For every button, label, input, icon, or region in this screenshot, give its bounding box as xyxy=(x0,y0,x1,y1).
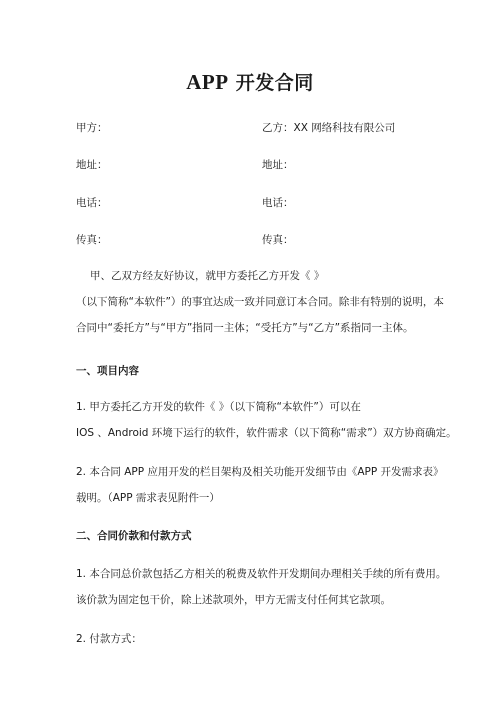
section-2-item-2 xyxy=(76,626,430,652)
intro-paragraph xyxy=(76,263,444,341)
intro-line-1: 甲、乙双方经友好协议，就甲方委托乙方开发《 》 xyxy=(90,270,325,282)
section-1-item-2 xyxy=(76,459,444,511)
section-1-item-2-line-2: 载明。（APP 需求表见附件一） xyxy=(76,492,220,504)
document-title xyxy=(0,68,500,95)
section-2-item-1-line-2: 该价款为固定包干价，除上述款项外，甲方无需支付任何其它款项。 xyxy=(76,594,391,606)
party-row-phone xyxy=(76,195,436,211)
section-1-item-1 xyxy=(76,394,457,446)
title-prefix: APP xyxy=(186,70,229,94)
section-2-item-1-line-1: 1. 本合同总价款包括乙方相关的税费及软件开发期间办理相关手续的所有费用。 xyxy=(76,568,447,580)
party-a-fax-label: 传真： xyxy=(76,234,108,246)
section-1-heading: 一、项目内容 xyxy=(76,365,139,377)
party-row-fax xyxy=(76,232,436,248)
party-row-name xyxy=(76,120,436,136)
party-b-address-label: 地址： xyxy=(262,159,294,171)
intro-line-2: （以下简称“本软件”）的事宜达成一致并同意订本合同。除非有特别的说明，本 xyxy=(76,296,444,308)
party-a-name-label: 甲方： xyxy=(76,122,108,134)
party-a-phone-label: 电话： xyxy=(76,197,108,209)
party-row-address xyxy=(76,157,436,173)
party-b-fax-label: 传真： xyxy=(262,234,294,246)
party-b-phone-label: 电话： xyxy=(262,197,294,209)
section-1-item-1-line-2: IOS 、Android 环境下运行的软件，软件需求（以下简称“需求”）双方协商确定。 xyxy=(76,427,457,439)
party-a-address-label: 地址： xyxy=(76,159,108,171)
section-2-heading: 二、合同价款和付款方式 xyxy=(76,530,192,542)
section-2-item-2-line-1: 2. 付款方式： xyxy=(76,633,142,645)
intro-line-3: 合同中“委托方”与“甲方”指同一主体；“受托方”与“乙方”系指同一主体。 xyxy=(76,322,414,334)
section-1-item-2-line-1: 2. 本合同 APP 应用开发的栏目架构及相关功能开发细节由《APP 开发需求表》 xyxy=(76,466,444,478)
section-1-item-1-line-1: 1. 甲方委托乙方开发的软件《 》（以下简称“本软件”）可以在 xyxy=(76,401,361,413)
section-2-item-1 xyxy=(76,561,447,613)
party-b-name-label: 乙方：XX 网络科技有限公司 xyxy=(262,122,396,134)
title-suffix: 开发合同 xyxy=(228,72,314,94)
